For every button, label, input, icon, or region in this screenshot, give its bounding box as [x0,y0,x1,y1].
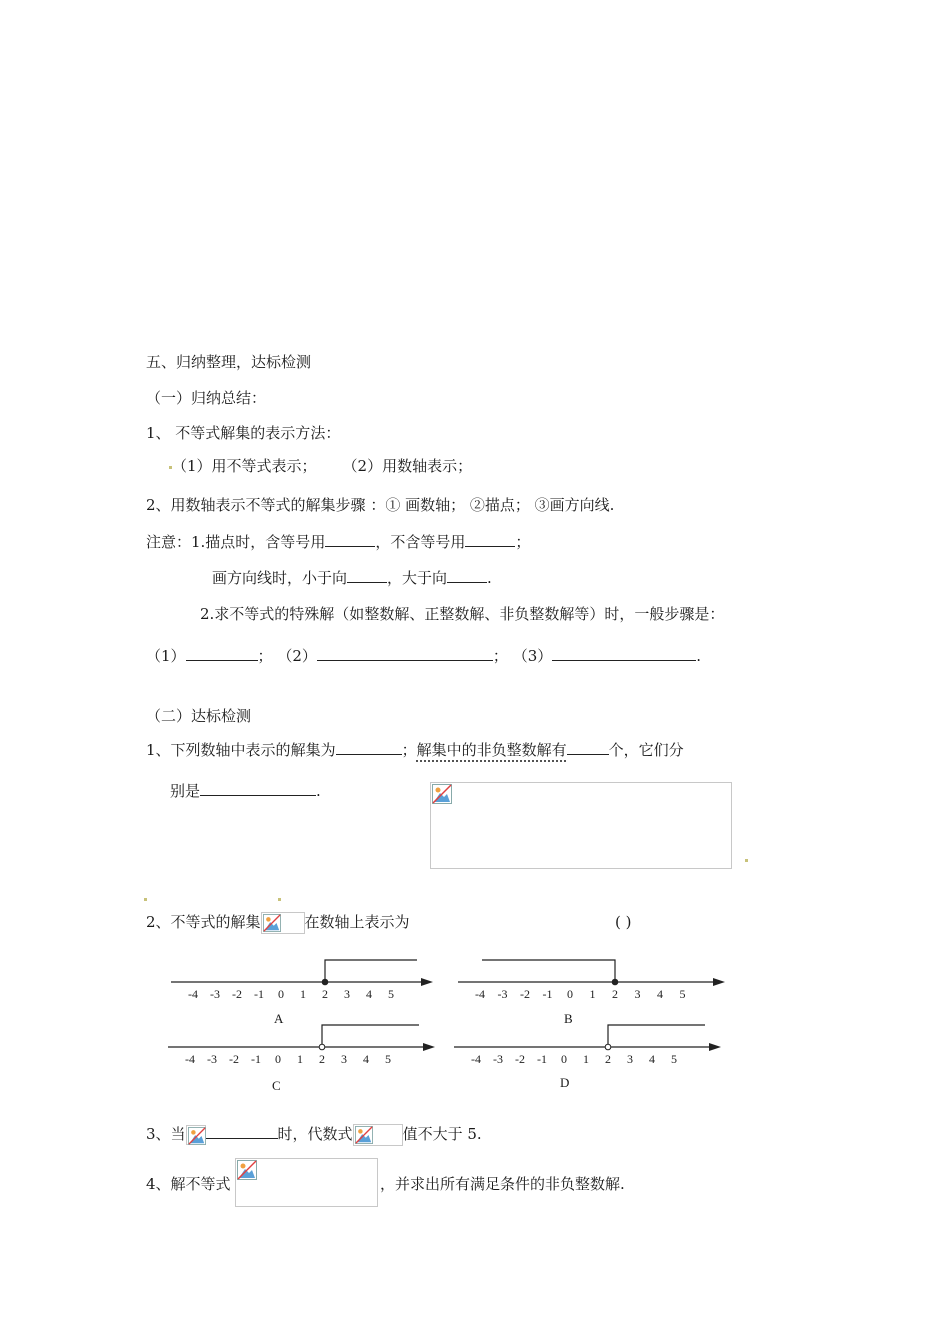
option-label-c: C [272,1078,281,1093]
q2-answer-paren: ( ) [615,913,632,931]
broken-image-icon [355,1126,373,1144]
note2-end: . [487,569,492,587]
step-2-label: （2） [277,647,317,665]
tick-label: 5 [679,987,686,1001]
tick-label: 0 [275,1052,281,1066]
summary-item-1: 1、 不等式解集的表示方法： [146,424,341,442]
step-1-label: （1） [146,647,186,665]
q3-blank[interactable] [206,1123,278,1139]
decorative-mark [169,466,172,469]
note2-a: 画方向线时，小于向 [212,569,348,587]
step-3-blank[interactable] [552,645,696,661]
steps-line [146,645,701,666]
tick-label: 3 [627,1052,633,1066]
q3-pre: 3、当 [146,1125,186,1143]
note-end: ； [515,533,531,551]
tick-label: 4 [363,1052,369,1066]
number-line-option-d [448,1015,723,1073]
q3-variable-image [186,1125,206,1145]
q3-post: 值不大于 5. [402,1125,482,1143]
q1-dotted-1: 表示的 [245,741,291,759]
broken-image-icon [237,1160,257,1180]
option-label-d: D [560,1075,570,1090]
tick-label: 0 [567,987,573,1001]
tick-label: 1 [589,987,596,1001]
axis-arrow [421,978,433,986]
broken-image-icon [432,784,452,804]
tick-label: -2 [520,987,530,1001]
tick-label: 1 [297,1052,303,1066]
solution-ray [608,1025,705,1047]
tick-label: 3 [634,987,641,1001]
q2-inequality-image [261,912,305,934]
question-4-pre: 4、解不等式 [146,1175,231,1193]
blank-greater-direction[interactable] [447,567,487,583]
step-1-blank[interactable] [186,645,258,661]
tick-label: 5 [388,987,394,1001]
broken-image-icon [188,1127,206,1145]
tick-label: 2 [322,987,328,1001]
tick-label: 0 [278,987,284,1001]
tick-label: -1 [251,1052,261,1066]
broken-image-icon [263,914,281,932]
tick-label: 5 [385,1052,391,1066]
tick-label: -1 [254,987,264,1001]
q1-mid-3: 个，它们分 [608,741,684,759]
q2-pre: 2、不等式的解集 [146,913,261,931]
tick-label: -1 [542,987,553,1001]
q1-mid-1: 解集为 [290,741,336,759]
note-prefix: 注意：1.描点时，含等号用 [146,533,326,551]
note-line-3: 2.求不等式的特殊解（如整数解、正整数解、非负整数解等）时，一般步骤是： [200,605,725,623]
axis-arrow [713,978,725,986]
blank-closed-dot[interactable] [325,531,375,547]
q1-mid-2: ； [401,741,417,759]
tick-label: 2 [612,987,618,1001]
question-1-line-2 [170,780,321,801]
solution-ray [325,960,417,982]
q3-expression-image [353,1124,403,1146]
open-point [319,1044,325,1050]
note2-b: ，大于向 [387,569,448,587]
q3-mid: 时，代数式 [277,1125,353,1143]
tick-label: 0 [561,1052,567,1066]
number-line-option-c [162,1015,437,1073]
tick-label: 1 [583,1052,589,1066]
decorative-mark [745,859,748,862]
number-line-option-a [165,950,435,1002]
open-point [605,1044,611,1050]
tick-label: 2 [605,1052,611,1066]
tick-label: -4 [471,1052,481,1066]
decorative-mark [144,898,147,901]
summary-item-1-sub [172,456,472,476]
step-1-end: ； [257,647,273,665]
closed-point [322,979,328,985]
tick-label: -3 [210,987,220,1001]
sub-a: （1）用不等式表示； [172,457,317,475]
question-2 [146,912,410,934]
number-line-option-b [452,950,727,1002]
tick-label: -1 [537,1052,547,1066]
q1-solution-blank[interactable] [336,739,402,755]
step-2-end: ； [492,647,508,665]
q2-post: 在数轴上表示为 [304,913,410,931]
q1-pre: 1、下列数轴中 [146,741,246,759]
tick-label: 5 [671,1052,677,1066]
part1-heading: （一）归纳总结： [146,389,267,407]
q1-count-blank[interactable] [567,739,609,755]
q4-inequality-image [235,1158,378,1207]
question-3 [146,1123,482,1146]
note-line-2 [212,567,492,588]
tick-label: 2 [319,1052,325,1066]
tick-label: -2 [229,1052,239,1066]
tick-label: 3 [341,1052,347,1066]
tick-label: -3 [497,987,508,1001]
solution-ray [482,960,615,982]
tick-label: -4 [475,987,485,1001]
tick-label: 3 [344,987,350,1001]
decorative-mark [278,898,281,901]
axis-arrow [709,1043,721,1051]
note-mid: ，不含等号用 [375,533,466,551]
blank-less-direction[interactable] [347,567,387,583]
q1-values-blank[interactable] [200,780,316,796]
part2-heading: （二）达标检测 [146,707,252,725]
question-1-line-1 [146,739,684,760]
q1-line2: 别是 [170,782,201,800]
tick-label: -3 [207,1052,217,1066]
question-4-post: ，并求出所有满足条件的非负整数解. [380,1175,625,1193]
tick-label: 4 [657,987,663,1001]
closed-point [612,979,618,985]
solution-ray [322,1025,419,1047]
axis-arrow [423,1043,435,1051]
tick-label: 1 [300,987,306,1001]
q1-line2-end: . [316,782,321,800]
step-2-blank[interactable] [317,645,493,661]
tick-label: -4 [185,1052,195,1066]
tick-label: 4 [649,1052,655,1066]
tick-label: -3 [493,1052,503,1066]
q1-number-line-image [430,782,732,869]
q1-dotted-2: 解集中的非负整数解有 [416,741,567,759]
option-label-a: A [274,1011,284,1026]
step-3-label: （3） [512,647,553,665]
tick-label: 4 [366,987,372,1001]
step-3-end: . [696,647,702,665]
note-line-1 [146,531,530,552]
option-label-b: B [564,1011,573,1026]
tick-label: -2 [515,1052,525,1066]
summary-item-2: 2、用数轴表示不等式的解集步骤 ：① 画数轴； ②描点； ③画方向线. [146,496,615,514]
blank-open-dot[interactable] [465,531,515,547]
sub-b: （2）用数轴表示； [342,457,473,475]
tick-label: -4 [188,987,198,1001]
tick-label: -2 [232,987,242,1001]
section-title: 五、归纳整理，达标检测 [146,353,312,371]
